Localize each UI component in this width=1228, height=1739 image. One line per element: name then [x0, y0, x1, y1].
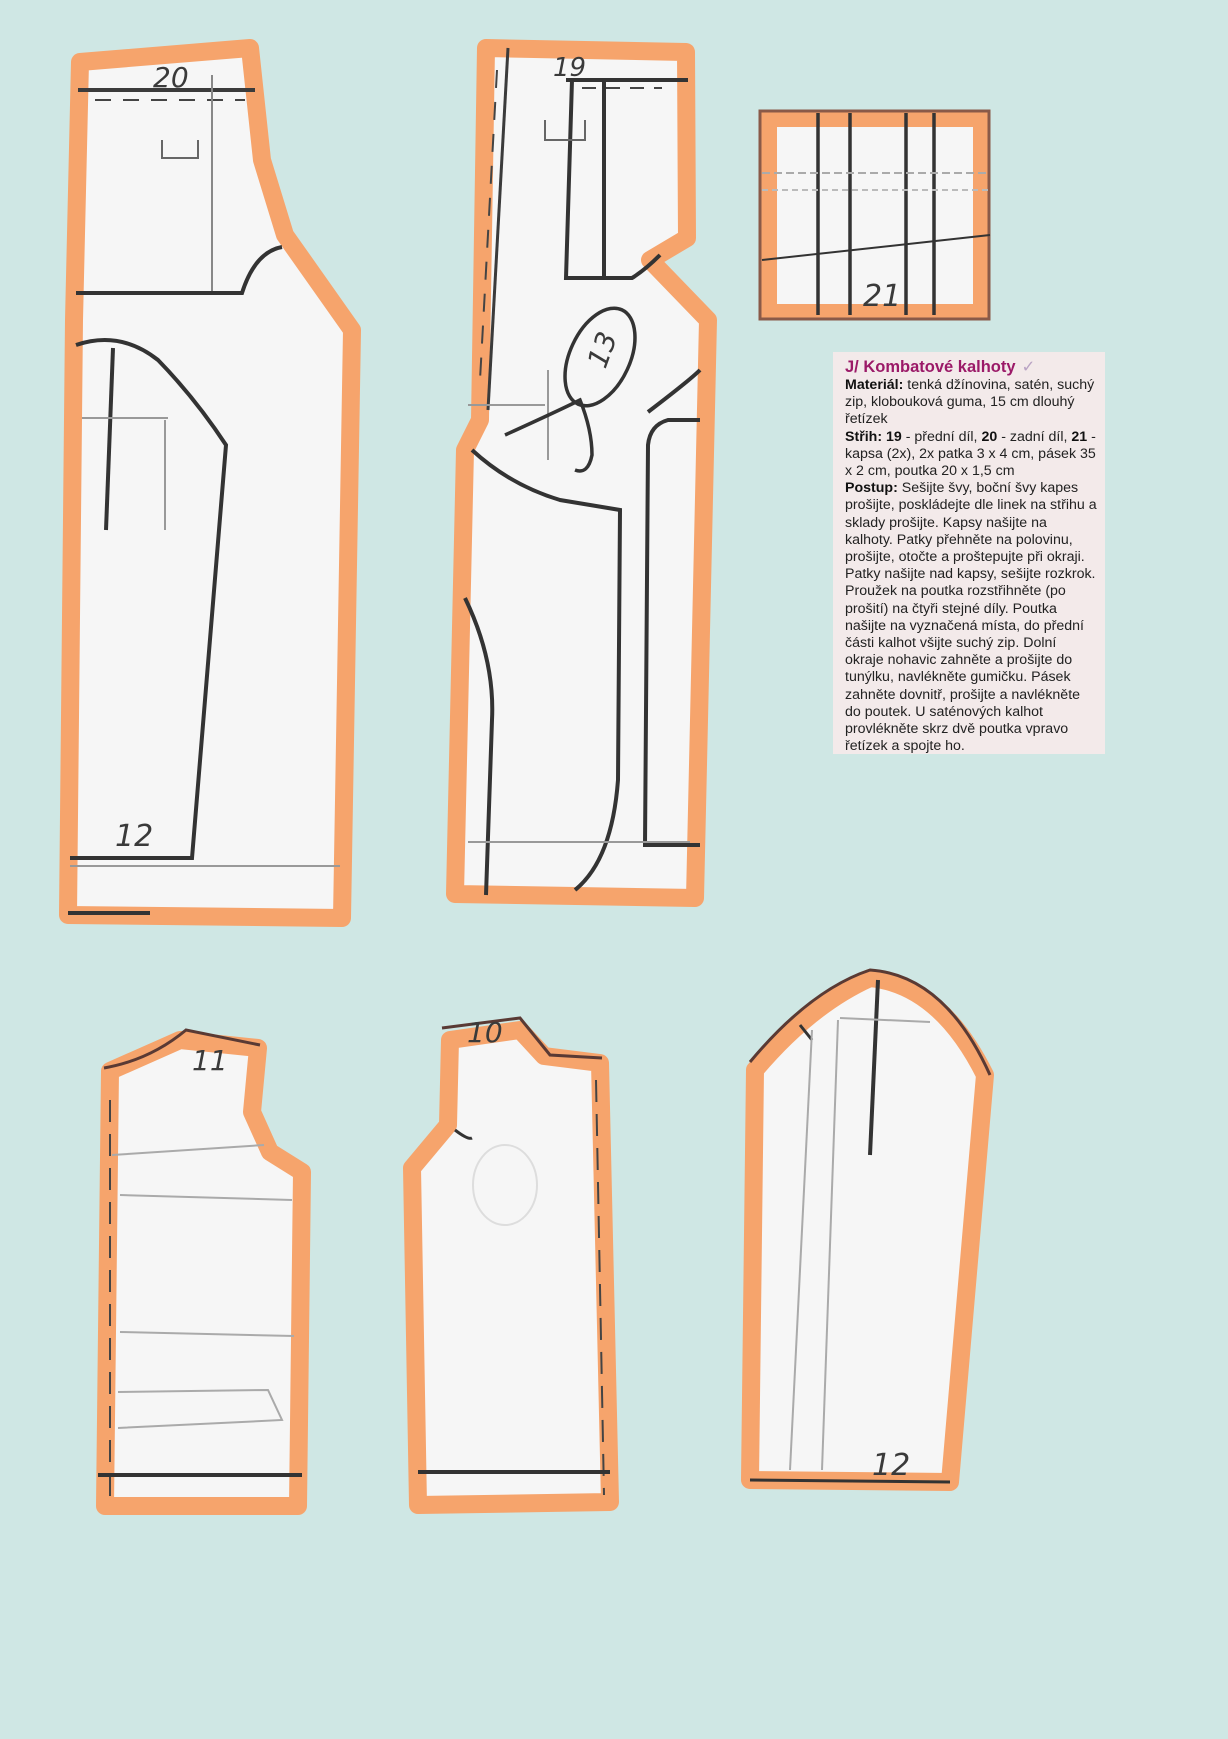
- strih-20: 20: [981, 428, 998, 445]
- strih-label: Střih:: [845, 428, 883, 445]
- material-text: tenká džínovina, satén, suchý zip, klobouková guma, 15 cm dlouhý řetízek: [845, 377, 1095, 428]
- pattern-piece-19-front-pants: [455, 48, 708, 898]
- material-paragraph: [845, 377, 1097, 429]
- piece-10-number: 10: [467, 1016, 503, 1049]
- piece-21-number: 21: [863, 279, 902, 314]
- piece-11-number: 11: [192, 1044, 228, 1077]
- title-text: J/ Kombatové kalhoty: [845, 358, 1016, 376]
- piece-20-number: 20: [153, 61, 189, 94]
- piece-12-sleeve-number: 12: [872, 1448, 911, 1483]
- check-mark-icon: ✓: [1021, 358, 1036, 376]
- piece-19-number: 19: [553, 53, 587, 83]
- material-label: Materiál:: [845, 377, 904, 393]
- pattern-piece-21-pocket: [760, 111, 990, 319]
- instructions-box: [833, 352, 1105, 754]
- postup-paragraph: [845, 480, 1097, 755]
- pattern-piece-11-bodice-back: [98, 1030, 302, 1506]
- postup-text: Sešijte švy, boční švy kapes prošijte, poskládejte dle linek na střihu a sklady prošijte. Kapsy našijte na kalhoty. Patky přehněte na polovinu, prošijte, otočte a proštepujte při okraji. Patky našijte nad kapsy, sešijte rozkrok. Proužek na poutka rozstřihněte (po prošití) na čtyři stejné díly. Poutka našijte na vyznačená místa, do přední části kalhot všijte suchý zip. Dolní okraje nohavic zahněte a prošijte do tunýlku, navlékněte gumičku. Pásek zahněte dovnitř, prošijte a navlékněte do poutek. U saténových kalhot provlékněte skrz dvě poutka vpravo řetízek a spojte ho.: [845, 480, 1097, 755]
- strih-21: 21: [1071, 428, 1088, 445]
- piece-13-ring-number: 13: [580, 327, 625, 373]
- strih-19-text: - přední díl,: [905, 428, 978, 445]
- pattern-piece-20-back-pants: [68, 48, 352, 918]
- strih-paragraph: [845, 429, 1097, 481]
- piece-20-size-label: 12: [115, 819, 154, 854]
- pattern-piece-12-sleeve: [750, 970, 990, 1483]
- instructions-title: [845, 357, 1097, 377]
- strih-19: 19: [886, 428, 902, 445]
- strih-20-text: - zadní díl,: [1001, 428, 1068, 445]
- strih-21-text: - kapsa (2x), 2x patka 3 x 4 cm, pásek 35 x 2 cm, poutka 20 x 1,5 cm: [845, 428, 1096, 480]
- pattern-piece-10-bodice-front: [412, 1016, 610, 1505]
- postup-label: Postup:: [845, 480, 898, 497]
